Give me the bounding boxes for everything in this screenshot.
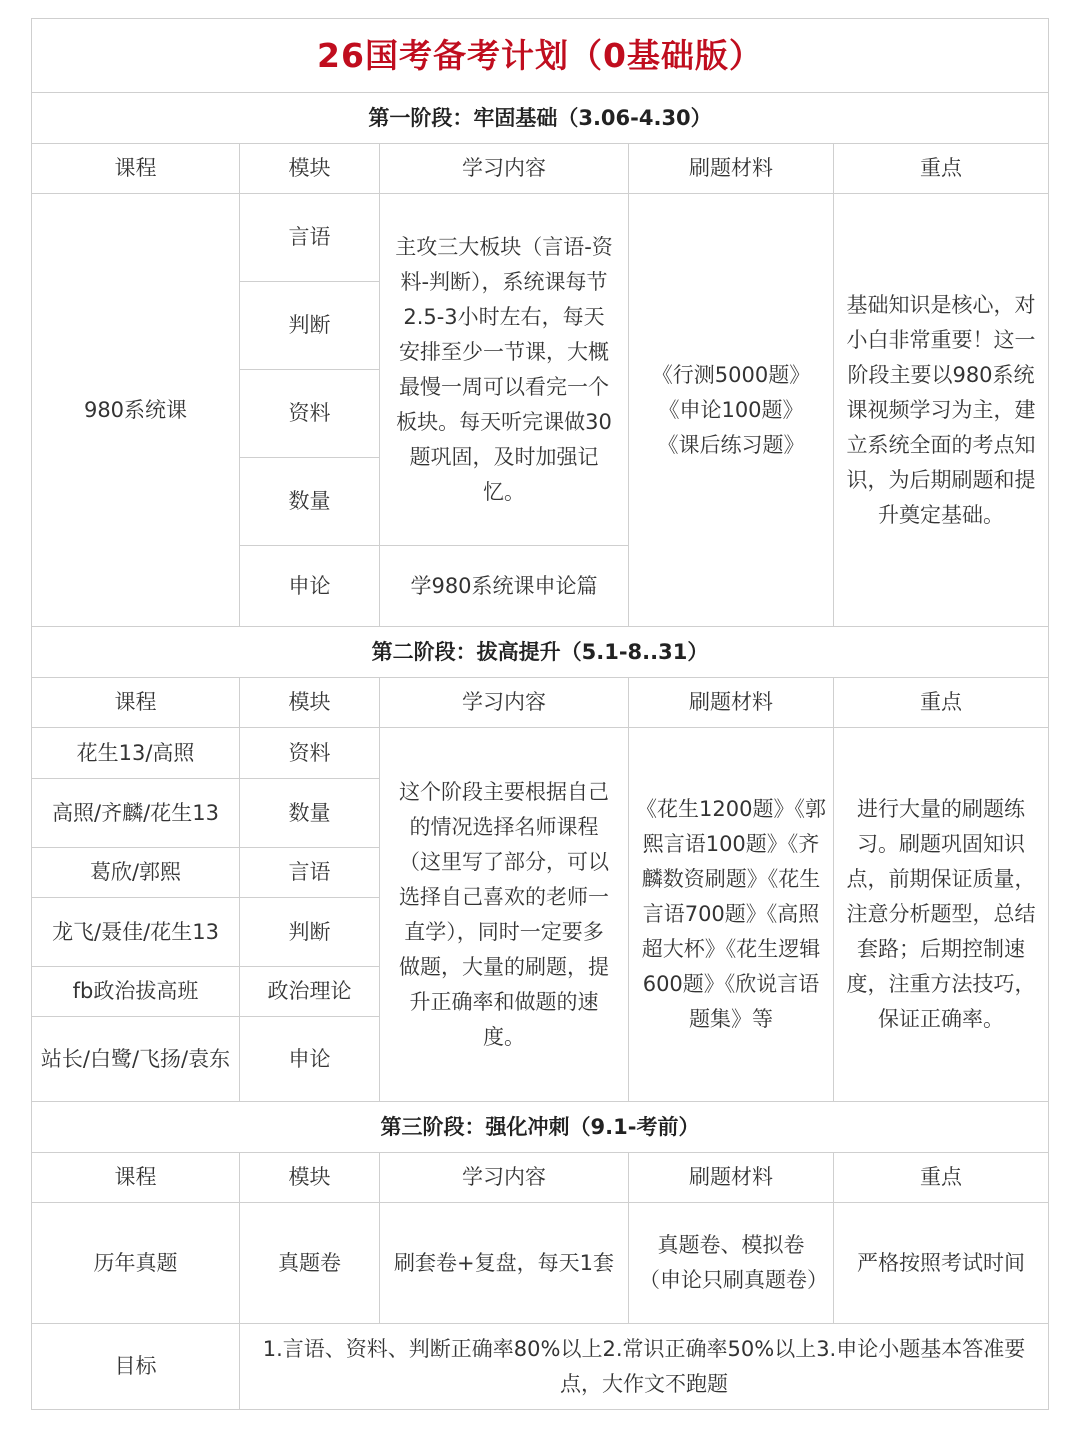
stage1-module: 言语 — [240, 194, 380, 282]
stage2-module: 政治理论 — [240, 967, 380, 1017]
stage2-content: 这个阶段主要根据自己的情况选择名师课程（这里写了部分，可以选择自己喜欢的老师一直学），同时一定要多做题，大量的刷题，提升正确率和做题的速度。 — [380, 728, 629, 1102]
stage2-course: 花生13/高照 — [32, 728, 240, 779]
stage2-module: 申论 — [240, 1017, 380, 1102]
header-content: 学习内容 — [380, 144, 629, 194]
header-materials: 刷题材料 — [629, 678, 834, 728]
stage1-course: 980系统课 — [32, 194, 240, 627]
stage3-course: 历年真题 — [32, 1203, 240, 1324]
stage2-focus: 进行大量的刷题练习。刷题巩固知识点，前期保证质量，注意分析题型，总结套路；后期控制速度，注重方法技巧，保证正确率。 — [834, 728, 1049, 1102]
stage1-module: 资料 — [240, 370, 380, 458]
stage2-course: 龙飞/聂佳/花生13 — [32, 898, 240, 967]
header-course: 课程 — [32, 1153, 240, 1203]
stage1-content: 主攻三大板块（言语-资料-判断），系统课每节2.5-3小时左右，每天安排至少一节课，大概最慢一周可以看完一个板块。每天听完课做30题巩固，及时加强记忆。 — [380, 194, 629, 546]
goal-label: 目标 — [32, 1324, 240, 1410]
stage1-focus: 基础知识是核心，对小白非常重要！这一阶段主要以980系统课视频学习为主，建立系统全面的考点知识，为后期刷题和提升奠定基础。 — [834, 194, 1049, 627]
header-materials: 刷题材料 — [629, 144, 834, 194]
header-module: 模块 — [240, 678, 380, 728]
stage2-course: fb政治拔高班 — [32, 967, 240, 1017]
stage1-module: 数量 — [240, 458, 380, 546]
header-course: 课程 — [32, 678, 240, 728]
stage2-course: 葛欣/郭熙 — [32, 848, 240, 898]
stage1-shenlun-content: 学980系统课申论篇 — [380, 546, 629, 627]
plan-title: 26国考备考计划（0基础版） — [32, 19, 1049, 93]
header-module: 模块 — [240, 1153, 380, 1203]
stage2-module: 判断 — [240, 898, 380, 967]
goal-text: 1.言语、资料、判断正确率80%以上2.常识正确率50%以上3.申论小题基本答准要点，大作文不跑题 — [240, 1324, 1049, 1410]
stage3-focus: 严格按照考试时间 — [834, 1203, 1049, 1324]
header-module: 模块 — [240, 144, 380, 194]
stage3-content: 刷套卷+复盘，每天1套 — [380, 1203, 629, 1324]
stage2-title: 第二阶段：拔高提升（5.1-8..31） — [32, 627, 1049, 678]
study-plan-table — [31, 18, 1049, 1410]
stage2-module: 资料 — [240, 728, 380, 779]
stage2-course: 站长/白鹭/飞扬/袁东 — [32, 1017, 240, 1102]
stage3-module: 真题卷 — [240, 1203, 380, 1324]
stage2-module: 言语 — [240, 848, 380, 898]
stage2-module: 数量 — [240, 779, 380, 848]
stage1-title: 第一阶段：牢固基础（3.06-4.30） — [32, 93, 1049, 144]
stage2-header-row — [32, 678, 1049, 728]
header-content: 学习内容 — [380, 1153, 629, 1203]
header-focus: 重点 — [834, 1153, 1049, 1203]
stage1-module: 申论 — [240, 546, 380, 627]
header-focus: 重点 — [834, 678, 1049, 728]
stage3-header-row — [32, 1153, 1049, 1203]
stage1-materials: 《行测5000题》 《申论100题》 《课后练习题》 — [629, 194, 834, 627]
stage3-title: 第三阶段：强化冲刺（9.1-考前） — [32, 1102, 1049, 1153]
stage1-module: 判断 — [240, 282, 380, 370]
stage3-materials: 真题卷、模拟卷（申论只刷真题卷） — [629, 1203, 834, 1324]
header-course: 课程 — [32, 144, 240, 194]
stage1-header-row — [32, 144, 1049, 194]
header-focus: 重点 — [834, 144, 1049, 194]
stage2-materials: 《花生1200题》《郭熙言语100题》《齐麟数资刷题》《花生言语700题》《高照超大杯》《花生逻辑600题》《欣说言语题集》等 — [629, 728, 834, 1102]
header-content: 学习内容 — [380, 678, 629, 728]
header-materials: 刷题材料 — [629, 1153, 834, 1203]
stage2-course: 高照/齐麟/花生13 — [32, 779, 240, 848]
